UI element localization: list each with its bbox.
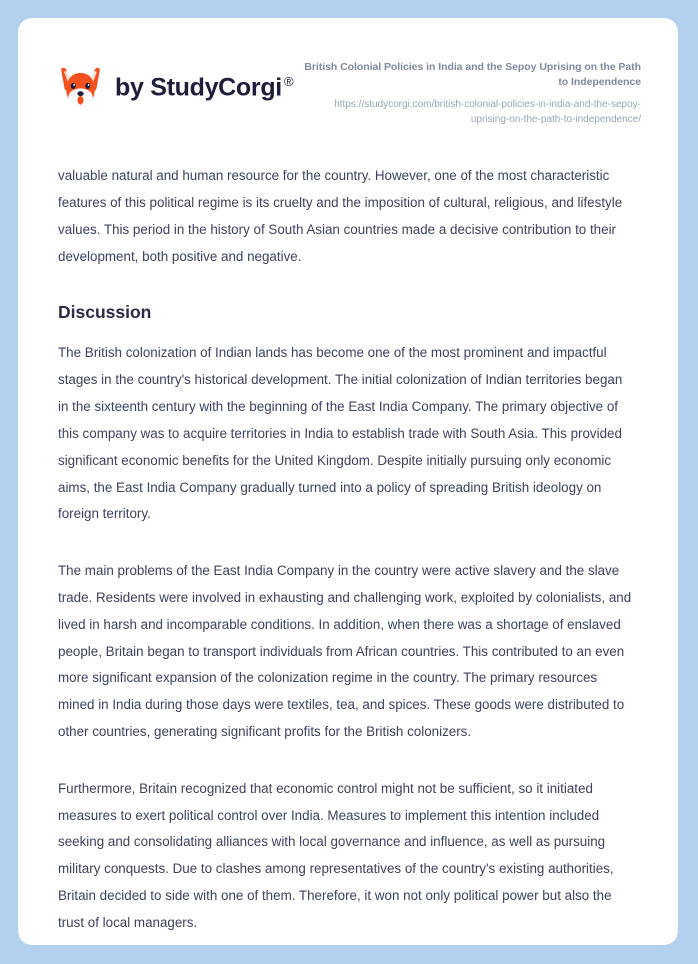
- brand-wordmark: [115, 75, 293, 100]
- brand-wordmark-text: by StudyCorgi: [115, 73, 282, 102]
- document-page-card: [18, 18, 678, 945]
- source-url[interactable]: https://studycorgi.com/british-colonial-policies-in-india-and-the-sepoy-uprising-on-the-path-to-independence/: [334, 99, 641, 126]
- document-header: [18, 18, 678, 127]
- registered-trademark-symbol: ®: [283, 73, 294, 89]
- header-meta: [301, 56, 641, 127]
- body-paragraph: The British colonization of Indian lands has become one of the most prominent and impactful stages in the country's historical development. The initial colonization of Indian territories began in the sixteenth century with the beginning of the East India Company. The primary objective of this company was to acquire territories in India to establish trade with South Asia. This provided significant economic benefits for the United Kingdom. Despite initially pursuing only economic aims, the East India Company gradually turned into a policy of spreading British ideology on foreign territory.: [58, 345, 623, 522]
- intro-paragraph: valuable natural and human resource for the country. However, one of the most characteristic features of this political regime is its cruelty and the imposition of cultural, religious, and lifestyle values. This period in the history of South Asian countries made a decisive contribution to their development, both positive and negative.: [58, 168, 623, 264]
- corgi-head-icon: [57, 64, 104, 111]
- section-heading-discussion: Discussion: [58, 301, 152, 322]
- studycorgi-brand[interactable]: [57, 56, 293, 111]
- document-body: [18, 127, 678, 936]
- body-paragraph: The main problems of the East India Company in the country were active slavery and the slave trade. Residents were involved in exhausting and challenging work, exploited by colonialists, and lived in harsh and incomparable conditions. In addition, when there was a shortage of enslaved people, Britain began to transport individuals from African countries. This contributed to an even more significant expansion of the colonization regime in the country. The primary resources mined in India during those days were textiles, tea, and spices. These goods were distributed to other countries, generating significant profits for the British colonizers.: [58, 563, 632, 739]
- page-title: British Colonial Policies in India and the Sepoy Uprising on the Path to Independence: [304, 61, 641, 89]
- body-paragraph: Furthermore, Britain recognized that economic control might not be sufficient, so it initiated measures to exert political control over India. Measures to implement this intention included seeking and consolidating alliances with local governance and influence, as well as pursuing military conquests. Due to clashes among representatives of the country's existing authorities, Britain decided to side with one of them. Therefore, it won not only political power but also the trust of local managers.: [58, 780, 614, 930]
